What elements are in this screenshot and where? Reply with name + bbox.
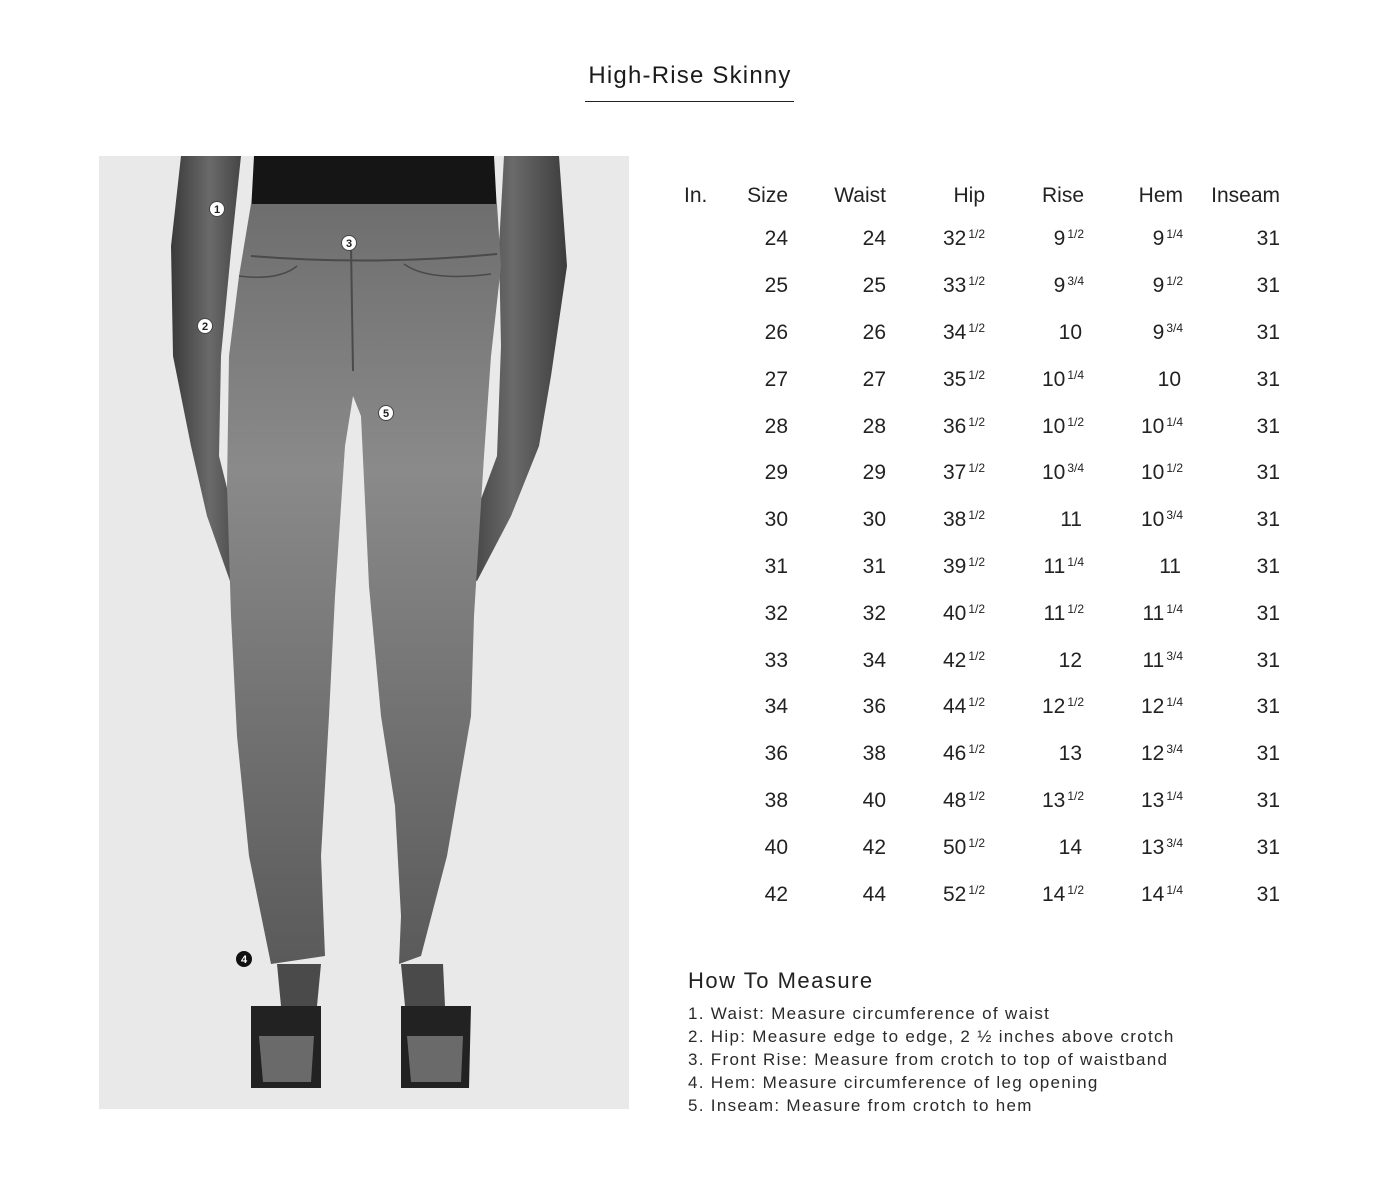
cell-in xyxy=(684,263,732,310)
cell-hip-value: 35 xyxy=(942,367,967,391)
cell-inseam-value: 31 xyxy=(1256,601,1280,625)
cell-rise-fraction: 1/4 xyxy=(1067,367,1084,382)
measure-step-hem: 4. Hem: Measure circumference of leg opening xyxy=(688,1073,1099,1092)
cell-hem-value: 11 xyxy=(1142,648,1165,672)
cell-size xyxy=(732,544,788,591)
cell-hem-fraction: 3/4 xyxy=(1166,835,1183,850)
table-row xyxy=(684,403,1280,450)
cell-hem-value: 11 xyxy=(1142,601,1165,625)
header-hip: Hip xyxy=(953,184,985,207)
cell-hip-fraction: 1/2 xyxy=(968,508,985,523)
cell-in xyxy=(684,403,732,450)
header-hem: Hem xyxy=(1138,184,1183,207)
cell-rise-value: 14 xyxy=(1058,835,1082,859)
cell-inseam xyxy=(1183,778,1280,825)
cell-hip-value: 44 xyxy=(942,695,967,719)
cell-hip-value: 46 xyxy=(942,742,967,766)
cell-rise-fraction: 3/4 xyxy=(1067,274,1084,289)
cell-waist xyxy=(788,403,886,450)
cell-rise-fraction: 3/4 xyxy=(1067,461,1084,476)
cell-waist-value: 44 xyxy=(862,882,886,906)
cell-hem-value: 14 xyxy=(1140,882,1165,906)
cell-hem xyxy=(1084,356,1183,403)
cell-hem xyxy=(1084,263,1183,310)
cell-size-value: 40 xyxy=(764,835,788,859)
cell-inseam-value: 31 xyxy=(1256,508,1280,532)
cell-hip-value: 34 xyxy=(942,320,967,344)
cell-inseam-value: 31 xyxy=(1256,742,1280,766)
cell-rise-fraction: 1/2 xyxy=(1067,414,1084,429)
cell-hem-fraction: 3/4 xyxy=(1166,648,1183,663)
table-row xyxy=(684,778,1280,825)
cell-rise-value: 14 xyxy=(1041,882,1066,906)
cell-size xyxy=(732,310,788,357)
cell-inseam xyxy=(1183,310,1280,357)
cell-hem xyxy=(1084,403,1183,450)
cell-in xyxy=(684,544,732,591)
cell-hem-value: 10 xyxy=(1157,367,1181,391)
table-row xyxy=(684,216,1280,263)
cell-waist-value: 28 xyxy=(862,414,886,438)
table-row xyxy=(684,497,1280,544)
cell-inseam xyxy=(1183,544,1280,591)
cell-rise-fraction: 1/2 xyxy=(1067,601,1084,616)
cell-size-value: 27 xyxy=(764,367,788,391)
cell-inseam-value: 31 xyxy=(1256,788,1280,812)
measure-step-inseam: 5. Inseam: Measure from crotch to hem xyxy=(688,1096,1033,1115)
cell-hem xyxy=(1084,497,1183,544)
cell-hem xyxy=(1084,824,1183,871)
page-title: High-Rise Skinny xyxy=(588,62,792,89)
marker-3-front-rise: 3 xyxy=(341,235,357,251)
cell-size-value: 29 xyxy=(764,461,788,485)
cell-inseam-value: 31 xyxy=(1256,367,1280,391)
cell-hip xyxy=(886,871,985,918)
cell-rise-value: 10 xyxy=(1041,367,1066,391)
cell-hip xyxy=(886,731,985,778)
cell-hem-fraction: 3/4 xyxy=(1166,320,1183,335)
cell-rise xyxy=(985,778,1084,825)
cell-hip-fraction: 1/2 xyxy=(968,601,985,616)
cell-rise xyxy=(985,824,1084,871)
cell-inseam xyxy=(1183,590,1280,637)
cell-in xyxy=(684,824,732,871)
cell-rise-value: 11 xyxy=(1060,508,1082,532)
cell-hip-value: 48 xyxy=(942,788,967,812)
cell-hip-fraction: 1/2 xyxy=(968,742,985,757)
cell-waist-value: 27 xyxy=(862,367,886,391)
cell-in xyxy=(684,310,732,357)
cell-hem xyxy=(1084,731,1183,778)
cell-waist-value: 36 xyxy=(862,695,886,719)
marker-1-waist: 1 xyxy=(209,201,225,217)
cell-size xyxy=(732,497,788,544)
cell-rise xyxy=(985,497,1084,544)
header-inseam: Inseam xyxy=(1211,184,1280,207)
cell-inseam xyxy=(1183,824,1280,871)
cell-in xyxy=(684,637,732,684)
cell-hip-fraction: 1/2 xyxy=(968,367,985,382)
cell-hem-fraction: 1/4 xyxy=(1166,227,1183,242)
marker-2-hip: 2 xyxy=(197,318,213,334)
cell-size-value: 30 xyxy=(764,508,788,532)
cell-hip-value: 42 xyxy=(942,648,967,672)
marker-5-inseam: 5 xyxy=(378,405,394,421)
cell-hip-value: 32 xyxy=(942,227,967,251)
cell-hip xyxy=(886,544,985,591)
cell-hip-fraction: 1/2 xyxy=(968,695,985,710)
cell-inseam xyxy=(1183,403,1280,450)
cell-waist xyxy=(788,263,886,310)
cell-hem-fraction: 1/4 xyxy=(1166,882,1183,897)
cell-size-value: 26 xyxy=(764,320,788,344)
jeans-model-illustration xyxy=(99,156,629,1109)
cell-hip-fraction: 1/2 xyxy=(968,227,985,242)
cell-size-value: 25 xyxy=(764,274,788,298)
table-row xyxy=(684,871,1280,918)
cell-rise-value: 12 xyxy=(1058,648,1082,672)
cell-hip xyxy=(886,684,985,731)
cell-waist-value: 31 xyxy=(862,554,886,578)
cell-hem xyxy=(1084,778,1183,825)
cell-waist xyxy=(788,590,886,637)
cell-hip xyxy=(886,450,985,497)
table-row xyxy=(684,637,1280,684)
cell-hip-value: 39 xyxy=(942,554,967,578)
table-header-row xyxy=(684,176,1280,216)
cell-waist-value: 42 xyxy=(862,835,886,859)
cell-size-value: 31 xyxy=(764,554,788,578)
cell-hem-fraction: 1/4 xyxy=(1166,601,1183,616)
cell-size-value: 42 xyxy=(764,882,788,906)
cell-rise-value: 11 xyxy=(1043,601,1066,625)
cell-rise-value: 9 xyxy=(1053,227,1066,251)
cell-waist-value: 29 xyxy=(862,461,886,485)
cell-in xyxy=(684,778,732,825)
cell-inseam xyxy=(1183,497,1280,544)
cell-size xyxy=(732,356,788,403)
measure-step-hip: 2. Hip: Measure edge to edge, 2 ½ inches above crotch xyxy=(688,1027,1175,1046)
cell-in xyxy=(684,497,732,544)
cell-waist xyxy=(788,824,886,871)
cell-hem-value: 11 xyxy=(1159,554,1181,578)
cell-size-value: 36 xyxy=(764,742,788,766)
cell-waist xyxy=(788,216,886,263)
table-row xyxy=(684,684,1280,731)
cell-rise xyxy=(985,544,1084,591)
cell-hip-value: 38 xyxy=(942,508,967,532)
cell-rise xyxy=(985,684,1084,731)
cell-hip xyxy=(886,263,985,310)
cell-size xyxy=(732,824,788,871)
cell-in xyxy=(684,731,732,778)
cell-hem-value: 10 xyxy=(1140,461,1165,485)
cell-hip-fraction: 1/2 xyxy=(968,274,985,289)
cell-in xyxy=(684,590,732,637)
cell-hem xyxy=(1084,544,1183,591)
cell-hem-value: 9 xyxy=(1152,227,1165,251)
cell-hip-fraction: 1/2 xyxy=(968,414,985,429)
cell-waist-value: 40 xyxy=(862,788,886,812)
cell-inseam xyxy=(1183,637,1280,684)
cell-hem xyxy=(1084,871,1183,918)
cell-hem-fraction: 1/2 xyxy=(1166,461,1183,476)
cell-rise-fraction: 1/4 xyxy=(1067,554,1084,569)
cell-in xyxy=(684,356,732,403)
cell-hem-fraction: 1/4 xyxy=(1166,695,1183,710)
cell-waist xyxy=(788,778,886,825)
cell-inseam-value: 31 xyxy=(1256,227,1280,251)
cell-rise xyxy=(985,450,1084,497)
cell-inseam-value: 31 xyxy=(1256,320,1280,344)
cell-waist xyxy=(788,356,886,403)
cell-rise-fraction: 1/2 xyxy=(1067,227,1084,242)
cell-hem xyxy=(1084,684,1183,731)
cell-hip-value: 33 xyxy=(942,274,967,298)
cell-inseam xyxy=(1183,356,1280,403)
cell-waist xyxy=(788,497,886,544)
cell-size-value: 24 xyxy=(764,227,788,251)
cell-inseam-value: 31 xyxy=(1256,882,1280,906)
cell-hip xyxy=(886,824,985,871)
cell-hip-fraction: 1/2 xyxy=(968,835,985,850)
cell-hip-value: 50 xyxy=(942,835,967,859)
cell-inseam-value: 31 xyxy=(1256,648,1280,672)
cell-size-value: 33 xyxy=(764,648,788,672)
cell-hem-fraction: 3/4 xyxy=(1166,508,1183,523)
cell-rise-value: 10 xyxy=(1058,320,1082,344)
table-row xyxy=(684,544,1280,591)
cell-rise-value: 11 xyxy=(1043,554,1066,578)
cell-rise xyxy=(985,871,1084,918)
cell-waist-value: 25 xyxy=(862,274,886,298)
cell-hem xyxy=(1084,310,1183,357)
cell-waist xyxy=(788,450,886,497)
cell-rise-value: 12 xyxy=(1041,695,1066,719)
cell-rise xyxy=(985,637,1084,684)
cell-size xyxy=(732,263,788,310)
table-row xyxy=(684,356,1280,403)
cell-rise-value: 10 xyxy=(1041,461,1066,485)
cell-hip xyxy=(886,403,985,450)
table-row xyxy=(684,590,1280,637)
how-to-measure-list xyxy=(688,1002,1175,1117)
cell-rise xyxy=(985,356,1084,403)
cell-hem xyxy=(1084,216,1183,263)
cell-hip-fraction: 1/2 xyxy=(968,320,985,335)
cell-waist xyxy=(788,544,886,591)
cell-hip-fraction: 1/2 xyxy=(968,788,985,803)
cell-size xyxy=(732,403,788,450)
header-rise: Rise xyxy=(1041,184,1084,207)
cell-inseam xyxy=(1183,216,1280,263)
cell-size-value: 32 xyxy=(764,601,788,625)
how-to-measure-title: How To Measure xyxy=(688,968,874,993)
cell-hem-value: 13 xyxy=(1140,835,1165,859)
cell-rise xyxy=(985,216,1084,263)
cell-size xyxy=(732,778,788,825)
cell-inseam-value: 31 xyxy=(1256,414,1280,438)
cell-hip-value: 37 xyxy=(942,461,967,485)
cell-in xyxy=(684,450,732,497)
cell-hip xyxy=(886,590,985,637)
cell-rise-value: 13 xyxy=(1058,742,1082,766)
cell-rise xyxy=(985,310,1084,357)
cell-hip-fraction: 1/2 xyxy=(968,554,985,569)
cell-size xyxy=(732,450,788,497)
cell-rise xyxy=(985,590,1084,637)
header-size: Size xyxy=(747,184,788,207)
cell-size xyxy=(732,590,788,637)
cell-hem xyxy=(1084,450,1183,497)
cell-rise-value: 9 xyxy=(1053,274,1066,298)
cell-rise-fraction: 1/2 xyxy=(1067,695,1084,710)
cell-waist xyxy=(788,871,886,918)
cell-rise xyxy=(985,403,1084,450)
cell-waist xyxy=(788,684,886,731)
cell-inseam-value: 31 xyxy=(1256,695,1280,719)
cell-hem-fraction: 1/4 xyxy=(1166,414,1183,429)
cell-rise-value: 10 xyxy=(1041,414,1066,438)
cell-waist xyxy=(788,637,886,684)
cell-size-value: 28 xyxy=(764,414,788,438)
cell-inseam xyxy=(1183,450,1280,497)
cell-hem-fraction: 1/4 xyxy=(1166,788,1183,803)
cell-hem-fraction: 1/2 xyxy=(1166,274,1183,289)
cell-hem-value: 10 xyxy=(1140,508,1165,532)
cell-hem-value: 12 xyxy=(1140,695,1165,719)
cell-hip xyxy=(886,216,985,263)
cell-waist-value: 38 xyxy=(862,742,886,766)
cell-size-value: 38 xyxy=(764,788,788,812)
cell-waist-value: 34 xyxy=(862,648,886,672)
cell-hem xyxy=(1084,590,1183,637)
cell-hem-value: 9 xyxy=(1152,274,1165,298)
size-chart-body xyxy=(684,216,1280,918)
cell-waist-value: 30 xyxy=(862,508,886,532)
model-photo xyxy=(99,156,629,1109)
cell-hip-fraction: 1/2 xyxy=(968,461,985,476)
cell-inseam xyxy=(1183,684,1280,731)
cell-hem-fraction: 3/4 xyxy=(1166,742,1183,757)
cell-inseam xyxy=(1183,263,1280,310)
cell-rise xyxy=(985,731,1084,778)
cell-in xyxy=(684,684,732,731)
cell-size xyxy=(732,684,788,731)
cell-rise-value: 13 xyxy=(1041,788,1066,812)
cell-hip xyxy=(886,310,985,357)
size-chart-table xyxy=(684,176,1280,918)
cell-hip xyxy=(886,637,985,684)
cell-inseam-value: 31 xyxy=(1256,274,1280,298)
cell-inseam-value: 31 xyxy=(1256,835,1280,859)
cell-size-value: 34 xyxy=(764,695,788,719)
cell-size xyxy=(732,871,788,918)
cell-hip xyxy=(886,356,985,403)
cell-waist-value: 32 xyxy=(862,601,886,625)
cell-rise-fraction: 1/2 xyxy=(1067,788,1084,803)
cell-hem-value: 12 xyxy=(1140,742,1165,766)
marker-4-hem: 4 xyxy=(236,951,252,967)
header-in: In. xyxy=(684,184,708,207)
header-waist: Waist xyxy=(834,184,886,207)
cell-hem-value: 13 xyxy=(1140,788,1165,812)
title-underline xyxy=(585,101,794,102)
cell-hip-fraction: 1/2 xyxy=(968,648,985,663)
cell-waist xyxy=(788,310,886,357)
measure-step-front-rise: 3. Front Rise: Measure from crotch to top of waistband xyxy=(688,1050,1169,1069)
cell-waist-value: 24 xyxy=(862,227,886,251)
table-row xyxy=(684,450,1280,497)
table-row xyxy=(684,824,1280,871)
cell-size xyxy=(732,216,788,263)
cell-inseam xyxy=(1183,871,1280,918)
cell-rise-fraction: 1/2 xyxy=(1067,882,1084,897)
cell-inseam-value: 31 xyxy=(1256,554,1280,578)
cell-hem xyxy=(1084,637,1183,684)
cell-size xyxy=(732,637,788,684)
cell-hip xyxy=(886,497,985,544)
cell-hip xyxy=(886,778,985,825)
cell-hip-value: 52 xyxy=(942,882,967,906)
cell-size xyxy=(732,731,788,778)
cell-hip-value: 40 xyxy=(942,601,967,625)
cell-inseam-value: 31 xyxy=(1256,461,1280,485)
table-row xyxy=(684,310,1280,357)
cell-rise xyxy=(985,263,1084,310)
cell-in xyxy=(684,871,732,918)
cell-hip-fraction: 1/2 xyxy=(968,882,985,897)
cell-waist xyxy=(788,731,886,778)
measure-step-waist: 1. Waist: Measure circumference of waist xyxy=(688,1004,1051,1023)
cell-waist-value: 26 xyxy=(862,320,886,344)
cell-hip-value: 36 xyxy=(942,414,967,438)
cell-in xyxy=(684,216,732,263)
cell-hem-value: 9 xyxy=(1152,320,1165,344)
cell-hem-value: 10 xyxy=(1140,414,1165,438)
table-row xyxy=(684,731,1280,778)
cell-inseam xyxy=(1183,731,1280,778)
table-row xyxy=(684,263,1280,310)
